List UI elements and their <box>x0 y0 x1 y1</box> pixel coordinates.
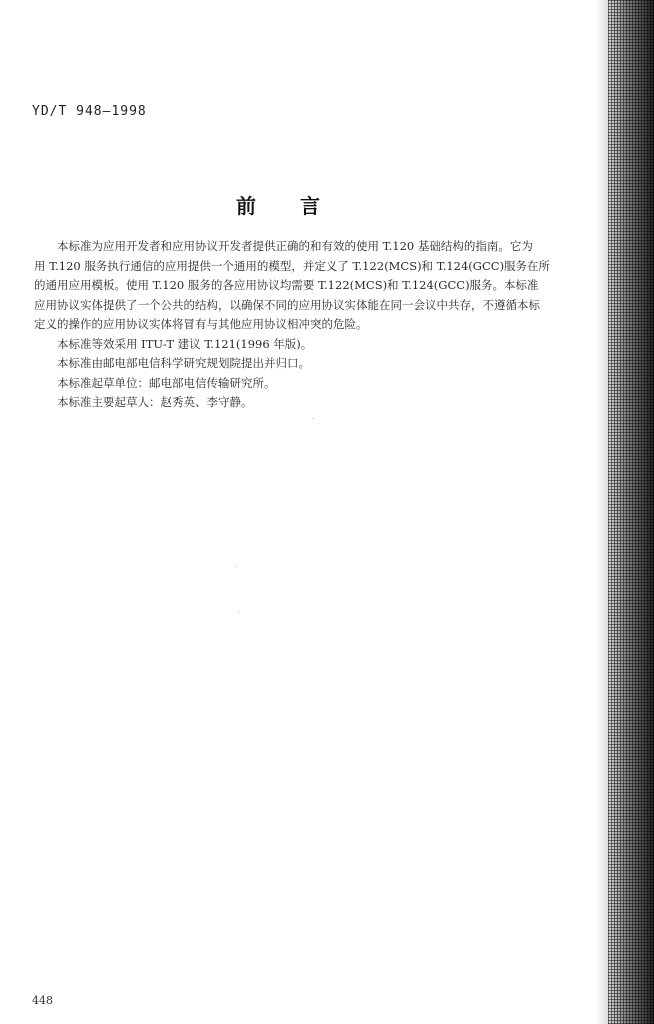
scan-edge <box>608 0 654 1024</box>
paragraph-drafting-unit: 本标准起草单位：邮电部电信传输研究所。 <box>57 375 276 390</box>
scan-speck <box>312 418 313 419</box>
section-title: 前言 <box>236 194 364 218</box>
scan-shadow <box>596 0 608 1024</box>
body-text <box>34 237 624 413</box>
scan-speck <box>236 566 237 567</box>
paragraph-line: 应用协议实体提供了一个公共的结构，以确保不同的应用协议实体能在同一会议中共存，不遵循本标 <box>34 297 540 312</box>
paragraph-adoption: 本标准等效采用 ITU-T 建议 T.121(1996 年版)。 <box>57 336 313 351</box>
paragraph-line: 本标准为应用开发者和应用协议开发者提供正确的和有效的使用 T.120 基础结构的指南。它为 <box>57 239 533 253</box>
page-number: 448 <box>32 994 53 1007</box>
paragraph-line: 用 T.120 服务执行通信的应用提供一个通用的模型，并定义了 T.122(MCS)和 T.124(GCC)服务在所 <box>34 258 551 273</box>
standard-number: YD/T 948—1998 <box>32 104 147 119</box>
paragraph-line: 的通用应用模板。使用 T.120 服务的各应用协议均需要 T.122(MCS)和 T.124(GCC)服务。本标准 <box>34 278 539 292</box>
paragraph-drafters: 本标准主要起草人：赵秀英、李守静。 <box>57 395 253 409</box>
paragraph-line: 定义的操作的应用协议实体将冒有与其他应用协议相冲突的危险。 <box>34 317 368 331</box>
paragraph-proposer: 本标准由邮电部电信科学研究规划院提出并归口。 <box>57 356 310 370</box>
scan-speck <box>238 612 239 613</box>
paragraph-intro <box>34 237 624 335</box>
